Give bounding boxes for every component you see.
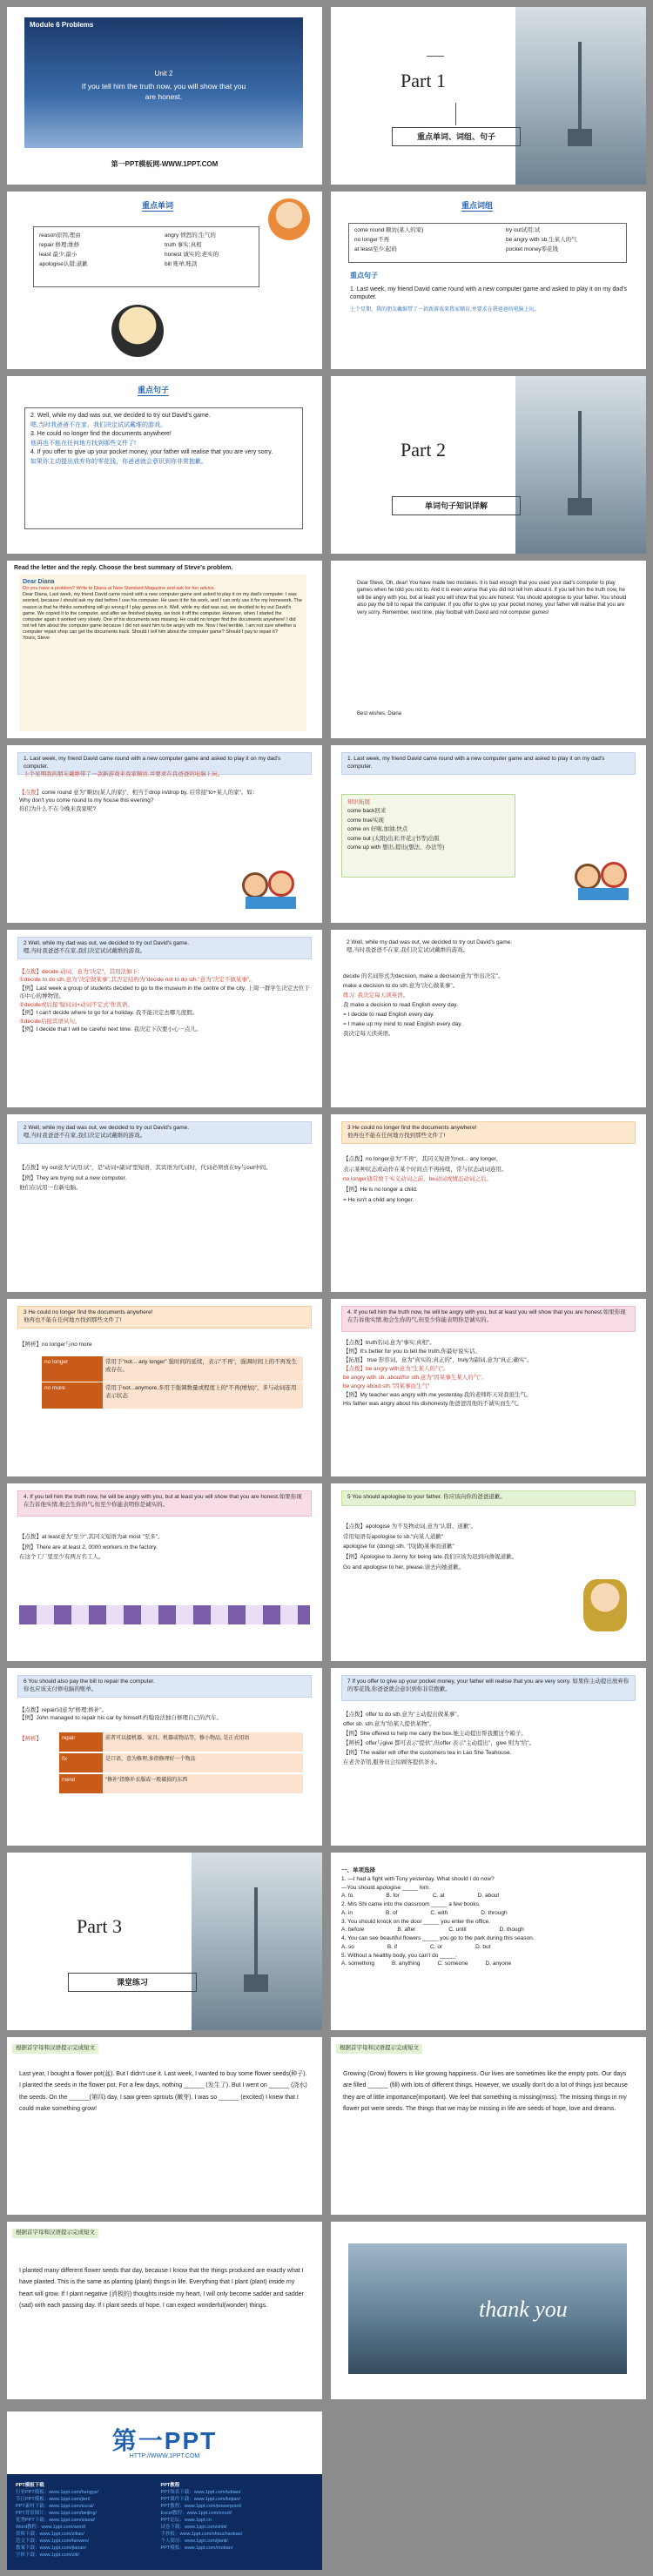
word-item: least 最少;最小: [39, 252, 77, 258]
quiz-question-line: —You should apologise _____ him.: [341, 1884, 431, 1891]
quiz-option[interactable]: C. or: [430, 1943, 443, 1950]
slide-come-round: [7, 745, 322, 923]
thanks-image: [348, 2243, 627, 2374]
sentence-translation: 嗯,当时我爸爸不在家,我们决定试试戴维的游戏。: [24, 1132, 146, 1139]
letter-heading: Dear Diana: [23, 579, 55, 585]
compare-heading: 【辨析】no longer与no more: [19, 1342, 92, 1348]
tip-text-2: 【点拨】be angry with意为"生某人的气"。: [343, 1366, 449, 1373]
sentence-text: 1. Last week, my friend David came round with a new computer game and asked to play it on my dad's computer.: [24, 756, 281, 770]
resource-link[interactable]: PPT背景图片：www.1ppt.com/beijing/: [16, 2511, 97, 2516]
slide-cloze-2: [331, 2037, 646, 2215]
example-2: 【例】The waiter will offer the customers tea in Lao She Teahouse.: [343, 1750, 512, 1757]
example: 【例】They are trying out a new computer.: [19, 1174, 127, 1181]
example: 【例】She offered to help me carry the box.她主动提出帮我搬这个箱子。: [343, 1731, 527, 1738]
example-3: 【例】I decide that I will be careful next time. 我决定下次要小心一点儿。: [19, 1026, 202, 1032]
quiz-option[interactable]: A. something: [341, 1961, 374, 1967]
slide-apologise: [331, 1483, 646, 1661]
sentence-text: 3 He could no longer find the documents anywhere!: [347, 1125, 477, 1131]
practice-prompt: 练习: 我决定每天读英语。: [343, 992, 409, 999]
cloze-passage: Growing (Grow) flowers is like growing happiness. Our lives are sometimes like the empty pots. Our days are filled ______ (fill) with lots of different things. However, we usually don't do a lot of things just because they are of little importance(important). We feel that something is missing(miss). The missing things in my flower pot were seeds. The things that we may be missing in life are seeds of hope, love and dreams.: [343, 2071, 628, 2112]
reply-body: Dear Steve, Oh, dear! You have made two mistakes. It is bad enough that you used your dad's computer to play games when he told you not to. And it is even worse that you did not tell him about it. If you tell him the truth now, he will be angry with you, but at least you will show that you are honest. You should apologise to your father. You should also pay the bill to repair the computer. If you offer to give up your pocket money, your father will realise that you are very sorry. Remember, next time, play football with David and not computer games!: [357, 581, 627, 615]
tip-text: come round 意为"顺访(某人的家)"，相当于drop in/drop by, 后常接"to+某人的家"。如：: [42, 790, 259, 796]
resource-link[interactable]: 优秀PPT下载：www.1ppt.com/xiazai/: [16, 2518, 96, 2523]
example-3: His father was angry about his dishonesty.他爸爸因他的不诚实而生气。: [343, 1401, 523, 1408]
sentence-3: 3. He could no longer find the documents anywhere!: [30, 431, 172, 437]
phrase-item: pocket money零花钱: [506, 246, 558, 252]
example-1: 【例】Last week a group of students decided to go to the museum in the centre of the city. 上周一群学生决定去位于市中心的博物馆。: [19, 985, 310, 1000]
explanation: [19, 1706, 310, 1723]
section-heading: 重点单词: [142, 200, 173, 212]
word-item: repair 修理;维修: [39, 242, 80, 248]
tip-text: 【点拨】apologise 为不及物动词,意为"认错、道歉"。: [343, 1523, 477, 1530]
example: 【例】He is no longer a child.: [343, 1187, 418, 1194]
quiz-option[interactable]: A. to: [341, 1893, 353, 1900]
quiz-question: 5. Without a healthy body, you can't do _____.: [341, 1952, 458, 1959]
sentence-heading: 重点句子: [350, 272, 378, 279]
sentence-bar: [341, 1490, 636, 1506]
sentence-bar: [341, 937, 636, 959]
compare-desc: 常用于not...anymore,多用于强调数量或程度上的"不再(增加)"，多与动词连用表示状态: [103, 1382, 303, 1409]
tip-text: 【点拨】try out意为"试用;试"，是"动词+副词"型短语，其宾语为代词时，代词必须放在try与out中间。: [19, 1165, 272, 1171]
unit-title-1: If you tell him the truth now, you will show that you: [81, 82, 246, 91]
usage-1: be angry with sb. about/for sth.意为"因某事生某人的气"。: [343, 1375, 487, 1382]
example-translation: 他们在试用一台新电脑。: [19, 1185, 82, 1192]
cartoon-character-image: [583, 1579, 627, 1631]
brand-logo: 第一PPT: [111, 2427, 218, 2454]
sentence-translation: 嗯,当时我爸爸不在家,我们决定试试戴维的游戏。: [347, 946, 469, 953]
phrase-item: no longer不再: [354, 237, 390, 243]
compare-desc: "修补"指修补衣服或一般破损的东西: [103, 1774, 303, 1793]
explanation: [343, 1522, 634, 1572]
sentence-bar: [341, 1306, 636, 1332]
tip-text: 【点拨】repair词意为"修理;修补"。: [19, 1707, 108, 1713]
tip-text: 【点拨】offer to do sth.意为"主动提出做某事"。: [343, 1712, 463, 1718]
example: 【例】There are at least 2, 0000 workers in the factory.: [19, 1544, 158, 1550]
quiz: [341, 1866, 636, 1968]
example-translation: 在这个工厂里至少有两万名工人。: [19, 1554, 104, 1561]
letter-prompt: Do you have a problem? Write to Diana at New Standard Magazine and ask for her advice.: [23, 586, 216, 592]
sentence-text: 1. Last week, my friend David came round with a new computer game and asked to play it on my dad's computer.: [347, 756, 605, 770]
compare-desc: 是口语，意为修理,多指修理好一个物品: [103, 1753, 303, 1772]
word-item: truth 事实;真相: [165, 242, 202, 248]
practice-answer-1: 我 make a decision to read English every day.: [343, 1002, 458, 1009]
explanation: [19, 968, 310, 1033]
resource-link[interactable]: 试卷下载：www.1ppt.com/shiti/: [160, 2525, 227, 2530]
extension-item: come up with 想出,提出(想法、办法等): [347, 844, 445, 851]
sentence-text: 2 Well, while my dad was out, we decided to try out David's game.: [347, 939, 513, 945]
sentence-box: [24, 407, 303, 529]
part-subtitle: 单词句子知识详解: [392, 496, 521, 515]
sentence-4-translation: 如果你主动提出放弃你的零花钱，你爸爸就会意识到你非常抱歉。: [30, 458, 207, 465]
practice-answer-3: = I make up my mind to read English every day.: [343, 1021, 462, 1028]
slide-cloze-3: [7, 2222, 322, 2399]
compare-term: repair: [59, 1732, 103, 1752]
word-item: honest 诚实的;老实的: [165, 252, 219, 258]
quiz-option[interactable]: D. through: [481, 1909, 508, 1916]
quiz-option[interactable]: B. if: [387, 1943, 398, 1950]
explanation: [343, 972, 634, 1039]
resource-link[interactable]: PPT课件下载：www.1ppt.com/kejian/: [160, 2497, 240, 2502]
sentence-translation: 他再也不能在任何地方找到那些文件了!: [24, 1316, 122, 1323]
quiz-option[interactable]: C. someone: [437, 1961, 468, 1967]
links-heading: PPT教程: [160, 2483, 180, 2488]
sentence-text: 5 You should apologise to your father. 你应该向你的爸爸道歉。: [347, 1494, 506, 1500]
compare-term: fix: [59, 1753, 103, 1772]
resource-link[interactable]: Word教程：www.1ppt.com/word/: [16, 2525, 86, 2530]
quiz-question: 3. You should knock on the door _____ you enter the office.: [341, 1918, 491, 1925]
usage: offer sb. sth.意为"给某人提供某物"。: [343, 1721, 435, 1728]
extension-tag: 知识拓展: [347, 799, 370, 805]
sentence-text: 3 He could no longer find the documents anywhere!: [24, 1309, 153, 1315]
extension: 【拓展】 true 形容词，意为"真实的;真正的"，truly为副词,意为"真正;确实"。: [343, 1357, 533, 1364]
slide-no-longer: [331, 1114, 646, 1292]
extension-box: [341, 794, 515, 878]
example: Why don't you come round to my house this evening?: [19, 797, 154, 804]
word-item: apologise认错;道歉: [39, 261, 88, 267]
slide-try-out: [7, 1114, 322, 1292]
usage-1: ①decide to do sth.意为"决定做某事",其否定结构为"decide not to do sth."意为"决定不做某事"。: [19, 977, 255, 984]
tip-text: 【点拨】truth名词,意为"事实;真相"。: [343, 1340, 435, 1346]
tower-image: [192, 1853, 322, 2030]
slide-letter: [7, 561, 322, 738]
cartoon-boy-image: [268, 198, 310, 240]
unit-label: Unit 2: [154, 70, 173, 77]
sentence-2-translation: 嗯,当时我爸爸不在家，我们决定试试戴维的游戏。: [30, 421, 166, 428]
resource-link[interactable]: PPT模板：www.1ppt.com/moban/: [160, 2546, 233, 2551]
phrase-item: try out试用;试: [506, 227, 541, 233]
sentence-bar: [341, 1675, 636, 1701]
sentence-text: 7 If you offer to give up your pocket money, your father will realise that you are very sorry. 如果你主动提出放弃你的零花钱,你爸爸就会意识到你非常抱歉。: [347, 1678, 629, 1692]
title-banner: [24, 17, 303, 148]
sentence-text: 6 You should also pay the bill to repair the computer.: [24, 1678, 155, 1685]
slide-come-phrases: [331, 745, 646, 923]
compare-term: no more: [42, 1382, 103, 1409]
links-heading: PPT模板下载: [16, 2483, 44, 2488]
compare-term: no longer: [42, 1356, 103, 1382]
quiz-option[interactable]: B. anything: [391, 1961, 421, 1967]
resource-link[interactable]: PPT论坛：www.1ppt.cn: [160, 2518, 212, 2523]
quiz-title: 一、单项选择: [341, 1867, 375, 1873]
quiz-option[interactable]: D. anyone: [485, 1961, 512, 1967]
brand-url[interactable]: HTTP://WWW.1PPT.COM: [129, 2453, 200, 2459]
compare-table: [59, 1732, 303, 1793]
example-2-translation: 在老舍茶馆,服务员会给顾客提供茶水。: [343, 1759, 441, 1766]
tower-image: [515, 7, 646, 185]
key-sentence-translation: 上个星期，我的朋友戴维带了一款新游戏来我家顺访,并要求在我爸爸的电脑上玩。: [350, 307, 540, 313]
tip-text: decide 的名词形式为decision, make a decision意为"作出决定"。: [343, 973, 504, 979]
cloze-title: 根据首字母和汉语提示完成短文: [336, 2044, 422, 2054]
sentence-bar: [341, 1121, 636, 1144]
section-heading: 重点句子: [138, 385, 169, 396]
usage-3: ③decide后接宾语从句。: [19, 1018, 81, 1025]
cloze-title: 根据首字母和汉语提示完成短文: [12, 2229, 98, 2238]
tip-text: 【点拨】at least意为"至少",其同义短语为at most "至多"。: [19, 1534, 164, 1540]
resource-links: [7, 2474, 322, 2570]
phrase-item: be angry with sb.生某人的气: [506, 237, 577, 243]
word-item: reason原因,理由: [39, 232, 81, 239]
phrase-item: at least至少;起码: [354, 246, 397, 252]
part-title: Part 3: [77, 1915, 122, 1937]
cloze-title: 根据首字母和汉语提示完成短文: [12, 2044, 98, 2054]
slide-repair: [7, 1668, 322, 1846]
quiz-option[interactable]: B. of: [386, 1909, 398, 1916]
sentence-bar: [17, 752, 312, 775]
resource-link[interactable]: PPT教程：www.1ppt.com/powerpoint/: [160, 2504, 242, 2509]
compare-desc: 前者可以接机器、家具、机器或物品等，修小物品, 是正式用语: [103, 1732, 303, 1752]
part-subtitle: 重点单词、词组、句子: [392, 127, 521, 146]
slide-truth-angry: [331, 1299, 646, 1476]
sentence-translation: 嗯,当时我爸爸不在家,我们决定试试戴维的游戏。: [24, 947, 146, 954]
tip-text: 【点拨】no longer意为"不再"，其同义短语为not... any longer，: [343, 1156, 502, 1162]
compare-tag: 【辨析】: [19, 1736, 42, 1742]
sentence-translation: 他再也不能在任何地方找到那些文件了!: [347, 1132, 446, 1139]
quiz-option[interactable]: C. at: [432, 1893, 445, 1900]
resource-link[interactable]: 字体下载：www.1ppt.com/ziti/: [16, 2552, 80, 2558]
phrase-item: come round 顺访(某人的家): [354, 227, 424, 233]
tower-image: [515, 376, 646, 554]
quiz-option[interactable]: A. in: [341, 1909, 353, 1916]
explanation: [19, 789, 310, 813]
quiz-option[interactable]: C. with: [430, 1909, 448, 1916]
extension-item: come true实现: [347, 817, 384, 824]
slide-quiz: [331, 1853, 646, 2030]
sentence-text: 2 Well, while my dad was out, we decided to try out David's game.: [24, 1125, 190, 1131]
slide-key-sentences: [7, 376, 322, 554]
explanation: [19, 1163, 310, 1194]
module-label: Module 6 Problems: [30, 21, 94, 29]
example-2: 【例】I can't decide where to go for a holiday. 我不能决定去哪儿度假。: [19, 1010, 199, 1017]
resource-link[interactable]: 节日PPT模板：www.1ppt.com/jieri/: [16, 2497, 91, 2502]
explanation: [343, 1710, 634, 1767]
slide-no-longer-vs-no-more: [7, 1299, 322, 1476]
sentence-bar: [341, 752, 636, 775]
part-subtitle: 课堂练习: [68, 1973, 197, 1992]
sentence-bar: [17, 1490, 312, 1517]
slide-thanks: [331, 2222, 646, 2399]
slide-decision: [331, 930, 646, 1107]
word-item: bill 账单;账款: [165, 261, 198, 267]
quiz-question: 4. You can see beautiful flowers _____ you go to the park during this season.: [341, 1935, 535, 1941]
sentence-bar: [17, 1306, 312, 1328]
compare-table: [42, 1356, 303, 1409]
sentence-text: 4. If you tell him the truth now, he will be angry with you, but at least you will show that you are honest.如果你现在告诉他实情,他会生你的气,但至少你能表明你是诚实的。: [347, 1309, 626, 1323]
resource-link[interactable]: PPT图表下载：www.1ppt.com/tubiao/: [160, 2490, 241, 2495]
example: 【例】It's better for you to tell the truth.你最好说实话。: [343, 1349, 481, 1355]
resource-link[interactable]: 范文下载：www.1ppt.com/fanwen/: [16, 2539, 90, 2544]
letter-sign: Yours, Steve: [23, 636, 50, 642]
phrase-table: [348, 223, 627, 263]
slide-decide: [7, 930, 322, 1107]
sentence-text: 2 Well, while my dad was out, we decided to try out David's game.: [24, 940, 190, 946]
compare-term: mend: [59, 1774, 103, 1793]
section-heading: 重点词组: [461, 200, 493, 212]
word-item: angry 愤怒的;生气的: [165, 232, 216, 239]
cartoon-character-image: [111, 305, 164, 357]
extension-item: come out (太阳)出来;开花;(书等)出版: [347, 835, 440, 842]
sentence-bar: [17, 937, 312, 959]
quiz-option[interactable]: B. after: [397, 1927, 416, 1934]
tip-text-2: make a decision to do sth.意为"决心做某事"。: [343, 983, 459, 990]
decorative-border-image: [19, 1605, 310, 1624]
part-title: Part 1: [401, 70, 446, 91]
example: 【例】Apologise to Jenny for being late.我们应该为迟到向詹妮道歉。: [343, 1554, 518, 1561]
tip-note: no longer通常放于实义动词之前，be动词或情态动词之后。: [343, 1176, 492, 1183]
usage-2: ②decide或后接"疑问词+动词不定式"作宾语。: [19, 1001, 133, 1008]
quiz-option[interactable]: D. though: [499, 1927, 524, 1934]
sentence-bar: [17, 1121, 312, 1144]
quiz-question: 1. —I had a fight with Tony yesterday. What should I do now?: [341, 1875, 495, 1882]
cloze-passage: I planted many different flower seeds that day, because I know that the things produced are exactly what I have planted. This is the same as planting (plant) things in life. Everything that I plant (plant) inside my heart will grow. If I plant negative (消极的) thoughts inside my heart, I will only become sadder and sadder (sad) with each passing day. If I plant seeds of hope, I can expect wonderful(wonder) things.: [19, 2268, 304, 2309]
slide-at-least: [7, 1483, 322, 1661]
slide-part3: [7, 1853, 322, 2030]
instruction: Read the letter and the reply. Choose the best summary of Steve's problem.: [14, 565, 233, 571]
resource-link[interactable]: 行业PPT模板：www.1ppt.com/hangye/: [16, 2490, 99, 2495]
example-2: 【例】My teacher was angry with me yesterday.我的老师昨天对我很生气。: [343, 1392, 532, 1399]
sentence-translation: 上个星期我的朋友戴维带了一款新游戏来我家顺访,并要求在我爸爸的电脑上玩。: [24, 770, 224, 777]
quiz-option[interactable]: D. about: [477, 1893, 500, 1900]
slide-title: [7, 7, 322, 185]
letter-box: [19, 575, 306, 731]
practice-answer-2: = I decide to read English every day.: [343, 1012, 434, 1019]
slide-brand-footer: [7, 2411, 322, 2570]
students-image: [242, 867, 300, 911]
example-equivalent: = He isn't a child any longer.: [343, 1196, 414, 1203]
usage-1: 常用短语有apologise to sb."向某人道歉": [343, 1533, 444, 1540]
sentence-4: 4. If you offer to give up your pocket money, your father will realise that you are very sorry.: [30, 449, 273, 455]
letter-body: Dear Diana, Last week, my friend David came round with a new computer game and asked to play it on my dad's computer. I was worried, because I should ask my dad before I use his computer. He uses it for his work, and I can only use it for my homework. The reason is that he thinks something will go wrong if I play games on it. Well, while my dad was out, we decided to try out David's game. We copied it to the computer, and after we finished playing, we took it off the computer. However, when I started the computer again it worked very slowly. One of his documents was missing. He could no longer find the documents anywhere! I did not tell him about the computer game because I did not want him to be angry with me. Now I feel terrible. I am not sure whether a computer repair shop can get the documents back. Should I tell him about the computer game? Should I pay to repair it?: [23, 592, 302, 636]
sentence-text: 4. If you tell him the truth now, he will be angry with you, but at least you will show that you are honest.如果你现在告诉他实情,他会生你的气,但至少你能表明你是诚实的。: [24, 1494, 302, 1508]
sentence-2: 2. Well, while my dad was out, we decided to try out David's game.: [30, 413, 211, 419]
slide-part2: [331, 376, 646, 554]
explanation: [343, 1154, 634, 1205]
usage-2: be angry about sth."因某事而生气": [343, 1383, 430, 1390]
slide-reply: [331, 561, 646, 738]
extension-item: come on 好啦,加油,快点: [347, 826, 408, 833]
sentence-translation: 你也应该支付修电脑的账单。: [24, 1685, 98, 1692]
reply-sign: Best wishes, Diana: [357, 711, 402, 716]
sentence-3-translation: 他再也不能在任何地方找到那些文件了!: [30, 440, 136, 447]
sentence-bar: [17, 1675, 312, 1698]
extension-item: come back回来: [347, 808, 387, 815]
example-translation: 你们为什么不在今晚来我家呢?: [19, 805, 97, 812]
explanation: [19, 1532, 310, 1563]
resource-link[interactable]: Excel教程：www.1ppt.com/excel/: [160, 2511, 232, 2516]
resource-link[interactable]: PPT素材下载：www.1ppt.com/sucai/: [16, 2504, 94, 2509]
word-table: [33, 226, 259, 287]
quiz-option[interactable]: C. until: [448, 1927, 467, 1934]
compare-desc: 常用于"not... any longer" 强时间的延续，表示"不再"，强调时间上的不再发生或存在。: [103, 1356, 303, 1382]
explanation: [343, 1339, 634, 1409]
example: 【例】John managed to repair his car by himself.约翰设法独自修理自己的汽车。: [19, 1715, 222, 1722]
example-2: Go and apologise to her, please.请去向她道歉。: [343, 1564, 465, 1570]
tip-text-2: 表示某种状态或动作在某个时间点不再持续，常与状态动词连用。: [343, 1166, 508, 1173]
quiz-option[interactable]: B. for: [386, 1893, 400, 1900]
practice-translation: 我决定每天读英语。: [343, 1031, 394, 1038]
resource-link[interactable]: 教案下载：www.1ppt.com/jiaoan/: [16, 2546, 86, 2551]
brand-label: 第一PPT模板网-WWW.1PPT.COM: [111, 160, 219, 168]
usage-2: apologise for (doing) sth. "因(做)某事而道歉": [343, 1544, 454, 1550]
part-title: Part 2: [401, 439, 446, 461]
quiz-question: 2. Mrs Shi came into the classroom _____ a few books.: [341, 1901, 481, 1907]
resource-link[interactable]: 个人简历：www.1ppt.com/jianli/: [160, 2539, 228, 2544]
quiz-option[interactable]: A. before: [341, 1927, 365, 1934]
slide-offer: [331, 1668, 646, 1846]
slide-part1: [331, 7, 646, 185]
key-sentence: 1. Last week, my friend David came round with a new computer game and asked to play it on my dad's computer.: [350, 286, 628, 301]
quiz-option[interactable]: D. but: [475, 1943, 491, 1950]
slide-key-words: [7, 192, 322, 369]
slide-cloze-1: [7, 2037, 322, 2215]
compare-text: 【辨析】offer与give 都可表示"提供",但offer 表示"主动提出"，give 则为"给"。: [343, 1740, 535, 1747]
tip-tag: 【点拨】: [19, 790, 42, 796]
unit-title-2: are honest.: [145, 92, 183, 101]
students-image: [575, 858, 632, 902]
thanks-text: thank you: [479, 2297, 568, 2322]
tip-text: 【点拨】decide 动词，意为"决定"，其用法如下：: [19, 969, 144, 975]
cloze-passage: Last year, I bought a flower pot(盆). But I didn't use it. Last week, I wanted to buy some flower seeds(种子). I planted the seeds in the flower pot. For a few days, nothing ______ (发生了). But I went on ______ (浇水) the seeds. On the ______(第四) day, I saw green sprouts (嫩芽). I was so ______ (excited) I knew that I could make something grow!: [19, 2071, 307, 2112]
resource-link[interactable]: 资料下载：www.1ppt.com/ziliao/: [16, 2532, 84, 2537]
quiz-option[interactable]: A. so: [341, 1943, 354, 1950]
resource-link[interactable]: 手抄报：www.1ppt.com/shouchaobao/: [160, 2532, 243, 2537]
slide-key-phrases: [331, 192, 646, 369]
